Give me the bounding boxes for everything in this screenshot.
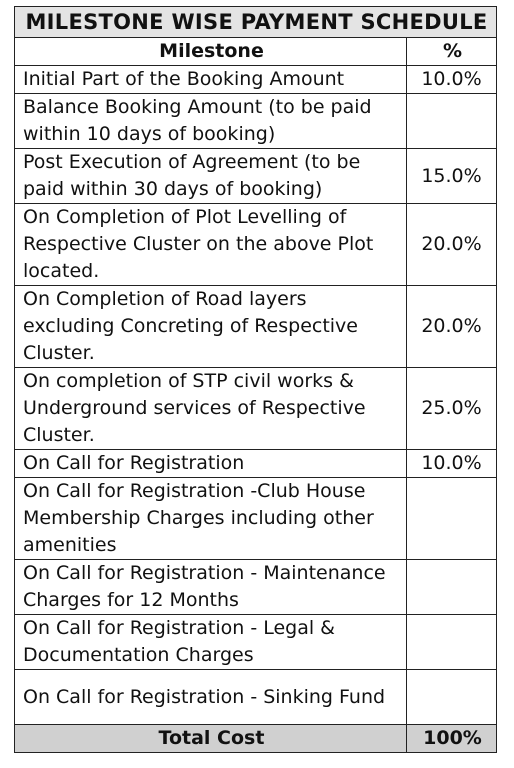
title-row	[15, 7, 497, 38]
percent-cell	[407, 560, 497, 615]
milestone-cell: On Call for Registration	[15, 450, 407, 478]
milestone-cell: On Call for Registration -Club House Membership Charges including other amenities	[15, 478, 407, 560]
payment-schedule-sheet	[14, 6, 496, 753]
milestone-column-header: Milestone	[15, 38, 407, 66]
table-row	[15, 66, 497, 94]
table-row	[15, 286, 497, 368]
table-row	[15, 670, 497, 725]
milestone-cell: On Call for Registration - Legal & Documentation Charges	[15, 615, 407, 670]
milestone-cell: Post Execution of Agreement (to be paid within 30 days of booking)	[15, 149, 407, 204]
table-row	[15, 478, 497, 560]
milestone-cell: On Call for Registration - Maintenance Charges for 12 Months	[15, 560, 407, 615]
percent-cell: 10.0%	[407, 66, 497, 94]
payment-schedule-table	[14, 6, 497, 753]
milestone-cell: Initial Part of the Booking Amount	[15, 66, 407, 94]
total-percent: 100%	[407, 725, 497, 753]
table-title: MILESTONE WISE PAYMENT SCHEDULE	[15, 7, 497, 38]
percent-cell: 20.0%	[407, 286, 497, 368]
percent-cell	[407, 615, 497, 670]
total-label: Total Cost	[15, 725, 407, 753]
percent-cell: 20.0%	[407, 204, 497, 286]
percent-cell	[407, 94, 497, 149]
milestone-cell: On Call for Registration - Sinking Fund	[15, 670, 407, 725]
percent-cell	[407, 478, 497, 560]
table-row	[15, 204, 497, 286]
percent-cell	[407, 670, 497, 725]
percent-column-header: %	[407, 38, 497, 66]
table-row	[15, 149, 497, 204]
table-row	[15, 450, 497, 478]
milestone-cell: On completion of STP civil works & Underground services of Respective Cluster.	[15, 368, 407, 450]
header-row	[15, 38, 497, 66]
milestone-cell: Balance Booking Amount (to be paid within 10 days of booking)	[15, 94, 407, 149]
table-row	[15, 368, 497, 450]
total-row	[15, 725, 497, 753]
percent-cell: 10.0%	[407, 450, 497, 478]
percent-cell: 15.0%	[407, 149, 497, 204]
table-row	[15, 94, 497, 149]
percent-cell: 25.0%	[407, 368, 497, 450]
table-row	[15, 560, 497, 615]
table-row	[15, 615, 497, 670]
milestone-cell: On Completion of Plot Levelling of Respective Cluster on the above Plot located.	[15, 204, 407, 286]
milestone-cell: On Completion of Road layers excluding Concreting of Respective Cluster.	[15, 286, 407, 368]
